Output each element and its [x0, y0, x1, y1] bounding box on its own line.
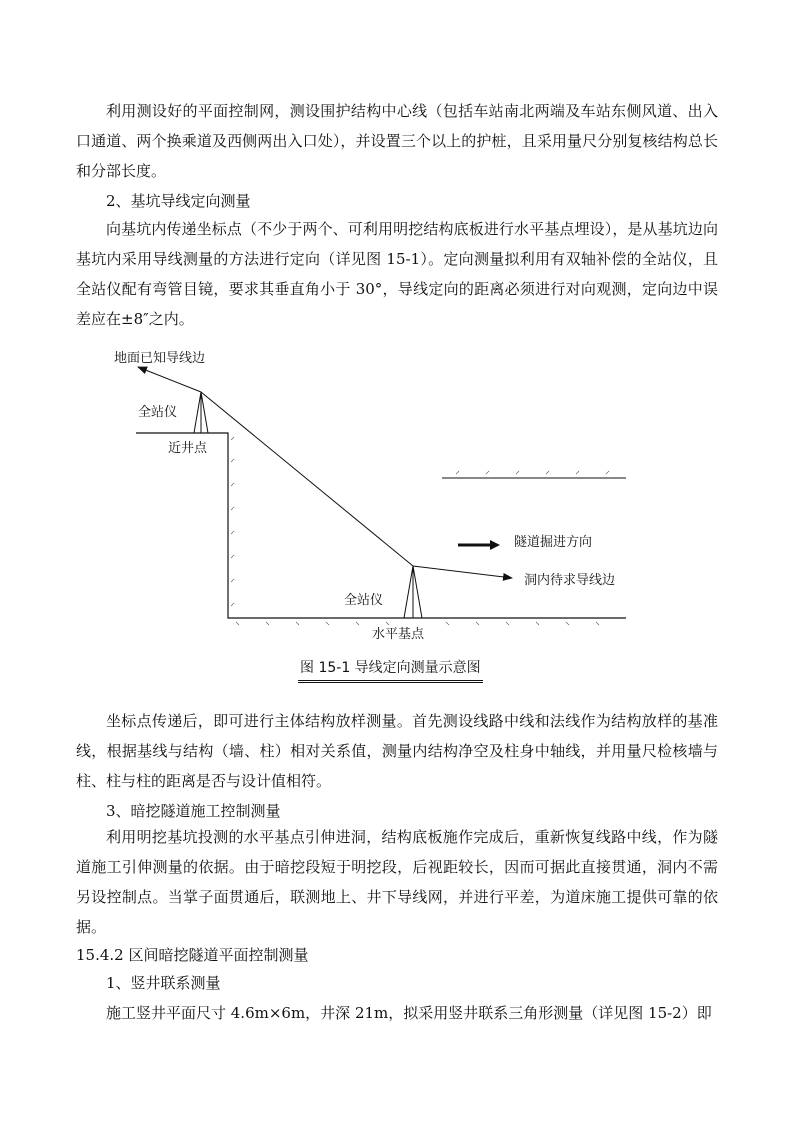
total-station-top-icon [194, 392, 208, 433]
paragraph-5: 施工竖井平面尺寸 4.6m×6m，井深 21m，拟采用竖井联系三角形测量（详见图 15-2）即 [106, 1004, 712, 1022]
figure-caption: 图 15-1 导线定向测量示意图 [298, 658, 483, 683]
label-near-well: 近井点 [168, 441, 208, 456]
label-tunnel-direction: 隧道掘进方向 [514, 535, 593, 550]
paragraph-1: 利用测设好的平面控制网，测设围护结构中心线（包括车站南北两端及车站东侧风道、出入口通道、两个换乘道及西侧两出入口处），并设置三个以上的护桩，且采用量尺分别复核结构总长和分部长度。 [76, 102, 718, 180]
paragraph-4: 利用明挖基坑投测的水平基点引伸进洞，结构底板施作完成后，重新恢复线路中线，作为隧道施工引伸测量的依据。由于暗挖段短于明挖段，后视距较长，因而可据此直接贯通，洞内不需另设控制点。当掌子面贯通后，联测地上、井下导线网，并进行平差，为道床施工提供可靠的依据。 [76, 828, 718, 936]
tunnel-traverse-arrow [413, 566, 512, 578]
soil-hatching [231, 437, 609, 625]
heading-2: 2、基坑导线定向测量 [106, 192, 251, 210]
paragraph-3: 坐标点传递后，即可进行主体结构放样测量。首先测设线路中线和法线作为结构放样的基准线，根据基线与结构（墙、柱）相对关系值，测量内结构净空及柱身中轴线，并用量尺检核墙与柱、柱与柱的距离是否与设计值相符。 [76, 712, 718, 790]
total-station-bottom-icon [404, 566, 422, 618]
label-surface-known: 地面已知导线边 [114, 351, 206, 366]
paragraph-2: 向基坑内传递坐标点（不少于两个、可利用明挖结构底板进行水平基点埋设），是从基坑边向基坑内采用导线测量的方法进行定向（详见图 15-1）。定向测量拟利用有双轴补偿的全站仪，且全站仪配有弯管目镜，要求其垂直角小于 30°，导线定向的距离必须进行对向观测，定向边中误差应在±8″之内。 [76, 220, 718, 328]
heading-1: 1、竖井联系测量 [106, 974, 221, 992]
surface-known-traverse-arrow [138, 367, 201, 392]
heading-3: 3、暗挖隧道施工控制测量 [106, 802, 281, 820]
label-station-bottom: 全站仪 [344, 593, 384, 608]
pit-outline [136, 433, 626, 618]
label-station-top: 全站仪 [138, 405, 178, 420]
label-tunnel-line: 洞内待求导线边 [524, 573, 616, 588]
transfer-line [201, 392, 413, 566]
heading-15-4-2: 15.4.2 区间暗挖隧道平面控制测量 [76, 946, 309, 964]
label-level-point: 水平基点 [372, 627, 425, 642]
